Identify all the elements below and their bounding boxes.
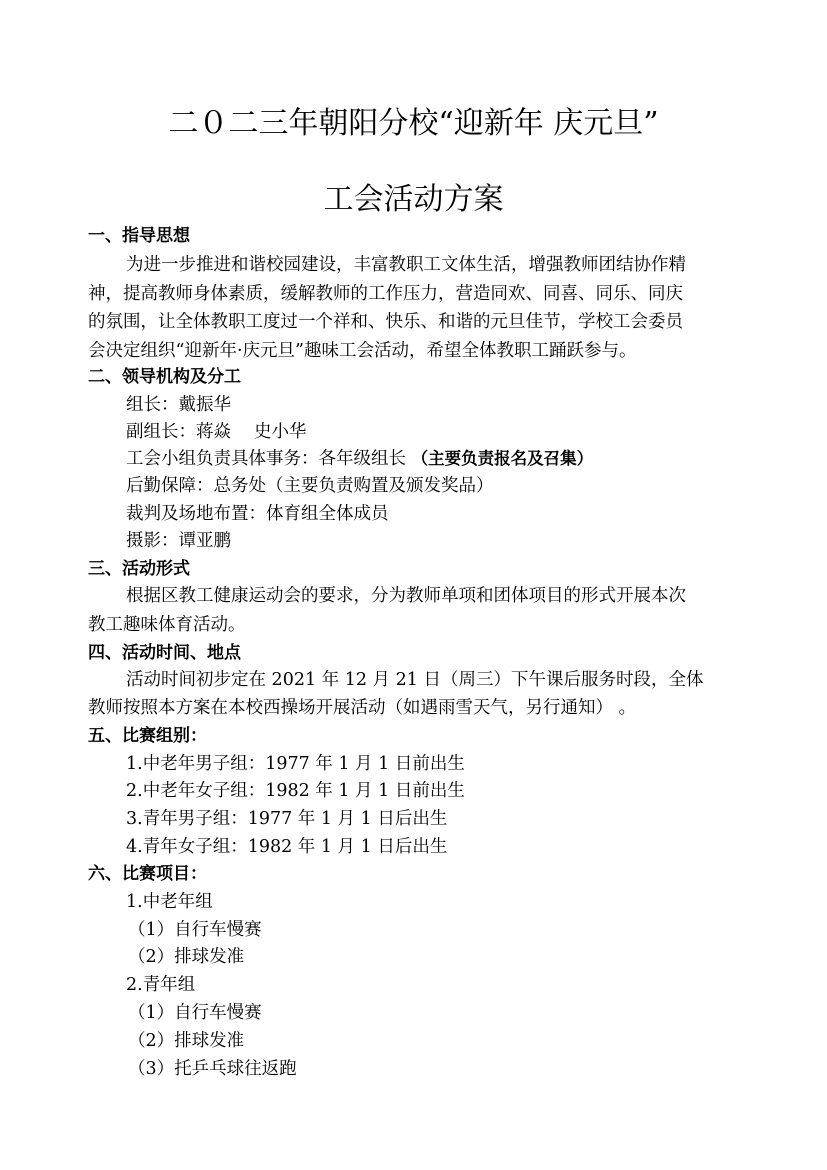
paragraph-line: 活动时间初步定在 2021 年 12 月 21 日（周三）下午课后服务时段，全体: [126, 670, 704, 690]
section-heading-events: 六、比赛项目：: [88, 864, 207, 884]
list-item: （3）托乒乓球往返跑: [128, 1059, 297, 1079]
events-group-middle-aged: 1.中老年组: [126, 892, 213, 912]
deputy-leader-line: 副组长：蒋焱 史小华: [126, 422, 307, 442]
document-title-line1: 二０二三年朝阳分校“迎新年 庆元旦”: [168, 106, 659, 141]
list-item: （1）自行车慢赛: [128, 920, 262, 940]
paragraph-line: 神，提高教师身体素质，缓解教师的工作压力，营造同欢、同喜、同乐、同庆: [88, 284, 683, 304]
section-heading-groups: 五、比赛组别：: [88, 726, 207, 746]
section-heading-leadership: 二、领导机构及分工: [88, 367, 241, 387]
paragraph-line: 的氛围，让全体教职工度过一个祥和、快乐、和谐的元旦佳节，学校工会委员: [88, 312, 683, 332]
list-item: 1.中老年男子组：1977 年 1 月 1 日前出生: [126, 754, 465, 774]
list-item: 3.青年男子组：1977 年 1 月 1 日后出生: [126, 809, 448, 829]
events-group-youth: 2.青年组: [126, 975, 196, 995]
paragraph-line: 教工趣味体育活动。: [88, 615, 246, 635]
paragraph-line: 根据区教工健康运动会的要求，分为教师单项和团体项目的形式开展本次: [126, 586, 686, 606]
referee-line: 裁判及场地布置：体育组全体成员: [126, 504, 389, 524]
paragraph-line: 为进一步推进和谐校园建设，丰富教职工文体生活，增强教师团结协作精: [126, 255, 686, 275]
section-heading-guiding-ideology: 一、指导思想: [88, 226, 190, 246]
list-item: 2.中老年女子组：1982 年 1 月 1 日前出生: [126, 781, 465, 801]
list-item: （1）自行车慢赛: [128, 1003, 262, 1023]
section-heading-time-place: 四、活动时间、地点: [88, 643, 241, 663]
photography-line: 摄影：谭亚鹏: [126, 531, 231, 551]
paragraph-line: 会决定组织“迎新年·庆元旦”趣味工会活动，希望全体教职工踊跃参与。: [88, 341, 637, 361]
logistics-line: 后勤保障：总务处（主要负责购置及颁发奖品）: [126, 476, 494, 496]
list-item: （2）排球发准: [128, 1031, 245, 1051]
document-title-line2: 工会活动方案: [323, 182, 504, 217]
group-duty-bold-note: （主要负责报名及召集）: [411, 449, 594, 468]
leader-line: 组长：戴振华: [126, 395, 231, 415]
section-heading-activity-form: 三、活动形式: [88, 559, 190, 579]
group-duty-text: 工会小组负责具体事务：各年级组长: [126, 449, 412, 469]
group-duty-line: [126, 447, 776, 471]
list-item: （2）排球发准: [128, 947, 245, 967]
paragraph-line: 教师按照本方案在本校西操场开展活动（如遇雨雪天气，另行通知） 。: [88, 698, 637, 718]
list-item: 4.青年女子组：1982 年 1 月 1 日后出生: [126, 837, 448, 857]
